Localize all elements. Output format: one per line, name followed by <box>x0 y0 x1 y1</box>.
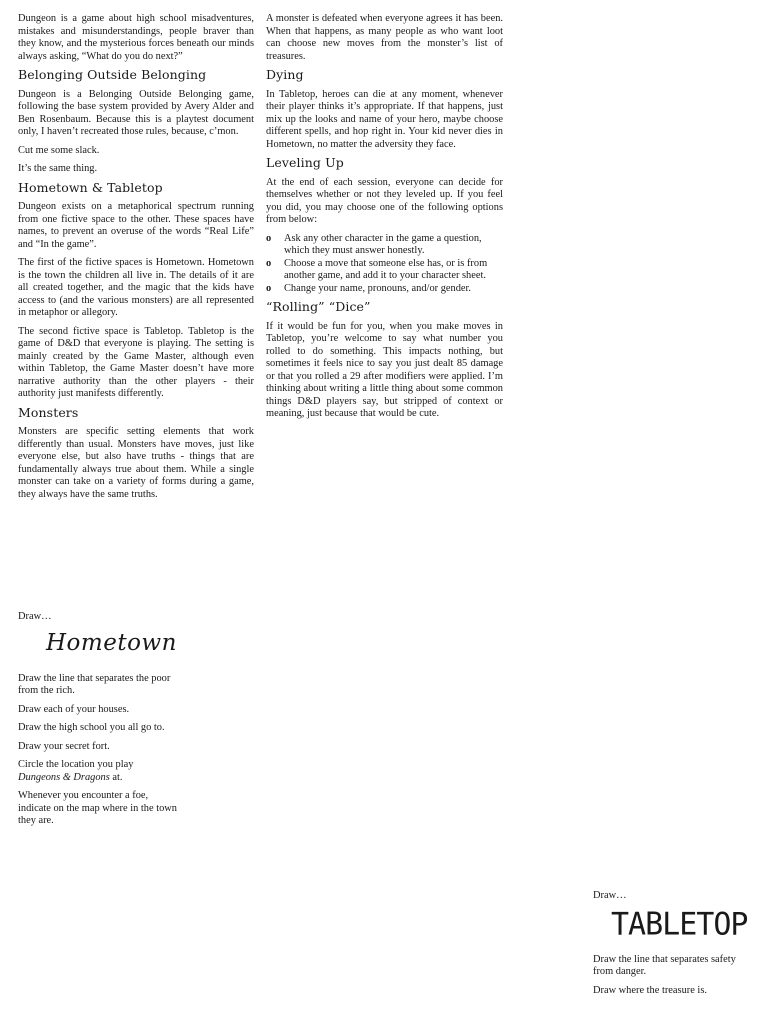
list-item: Draw each of your houses. <box>18 703 130 715</box>
intro-paragraph: Dungeon is a game about high school misadventures, mistakes and misunderstandings, people braver than they know, and the mysterious forces beneath our minds always asking, “What do you do next?” <box>18 13 254 62</box>
section-heading-hometown-tabletop: Hometown & Tabletop <box>18 179 163 195</box>
belonging-paragraph: It’s the same thing. <box>18 163 98 174</box>
monster-defeat-paragraph: A monster is defeated when everyone agrees it has been. When that happens, as many people as who want loot can choose new moves from the monster’s list of treasures. <box>266 13 503 62</box>
list-item: Draw where the treasure is. <box>593 984 707 996</box>
left-column <box>18 13 254 507</box>
list-item: Draw the line that separates the poor from the rich. <box>18 672 171 696</box>
draw-label: Draw… <box>18 611 52 622</box>
list-item: Draw the high school you all go to. <box>18 722 165 733</box>
section-heading-leveling-up: Leveling Up <box>266 155 344 170</box>
hometown-draw-block <box>18 611 178 834</box>
list-item: Draw the line that separates safety from danger. <box>593 953 736 977</box>
leveling-paragraph: At the end of each session, everyone can decide for themselves whether or not they leveled up. If you feel you did, you may choose one of the following options from below: <box>266 176 503 225</box>
section-heading-dying: Dying <box>266 67 304 82</box>
section-heading-monsters: Monsters <box>18 404 79 420</box>
right-column <box>266 13 503 427</box>
list-item: Draw your secret fort. <box>18 740 110 752</box>
section-heading-belonging: Belonging Outside Belonging <box>18 67 207 82</box>
hometown-title: Hometown <box>46 629 177 656</box>
dying-paragraph: In Tabletop, heroes can die at any moment, whenever their player thinks it’s appropriate. If that happens, just mix up the looks and name of your hero, maybe choose different spells, and hop right in. Your kid never dies in Hometown, no matter the adversity they face. <box>266 88 503 150</box>
list-item: o Ask any other character in the game a question, which they must answer honestly. <box>266 233 503 258</box>
section-heading-rolling-dice: “Rolling” “Dice” <box>266 299 371 314</box>
tabletop-draw-block <box>593 890 753 1003</box>
leveling-options-list <box>266 233 503 296</box>
tabletop-title: TABLETOP <box>611 905 748 943</box>
belonging-paragraph: Cut me some slack. <box>18 144 100 156</box>
circle-suffix: at. <box>109 771 123 783</box>
draw-label: Draw… <box>593 890 627 901</box>
hometown-tabletop-paragraph: Dungeon exists on a metaphorical spectrum running from one fictive space to the other. These spaces have names, to prevent an overuse of the words “Real Life” and “In the game”. <box>18 201 254 250</box>
belonging-paragraph: Dungeon is a Belonging Outside Belonging game, following the base system provided by Avery Alder and Ben Rosenbaum. Because this is a playtest document only, I haven’t recreated those rules, because, c’mon. <box>18 88 254 137</box>
monsters-paragraph: Monsters are specific setting elements that work differently than usual. Monsters have moves, just like everyone else, but also have truths - things that are fundamentally always true about them. While a single monster can take on a variety of forms during a game, they always have the same truths. <box>18 426 254 500</box>
list-item: o Choose a move that someone else has, or is from another game, and add it to your character sheet. <box>266 258 503 283</box>
hometown-tabletop-paragraph: The second fictive space is Tabletop. Tabletop is the game of D&D that everyone is playing. The setting is mainly created by the Game Master, although even within Tabletop, the Game Master doesn’t have more narrative authority than the other players - their authority just manifests differently. <box>18 325 254 399</box>
rolling-paragraph: If it would be fun for you, when you make moves in Tabletop, you’re welcome to say what number you rolled to do something. This impacts nothing, but sometimes it feels nice to say you just dealt 85 damage or that you rolled a 29 after modifiers were applied. I’m thinking about writing a little thing about some common things D&D players say, but stripped of context or meaning, just because that would be cute. <box>266 320 503 419</box>
list-item: o Change your name, pronouns, and/or gender. <box>266 283 503 296</box>
list-item <box>18 759 178 784</box>
list-item: Whenever you encounter a foe, indicate on the map where in the town they are. <box>18 790 177 826</box>
hometown-tabletop-paragraph: The first of the fictive spaces is Hometown. Hometown is the town the children all live in. The details of it are all created together, and the magic that the kids have access to (and the various monsters) are all represented in metaphor or allegory. <box>18 257 254 318</box>
circle-prefix: Circle the location you play <box>18 759 134 770</box>
dnd-title: Dungeons & Dragons <box>18 771 110 783</box>
